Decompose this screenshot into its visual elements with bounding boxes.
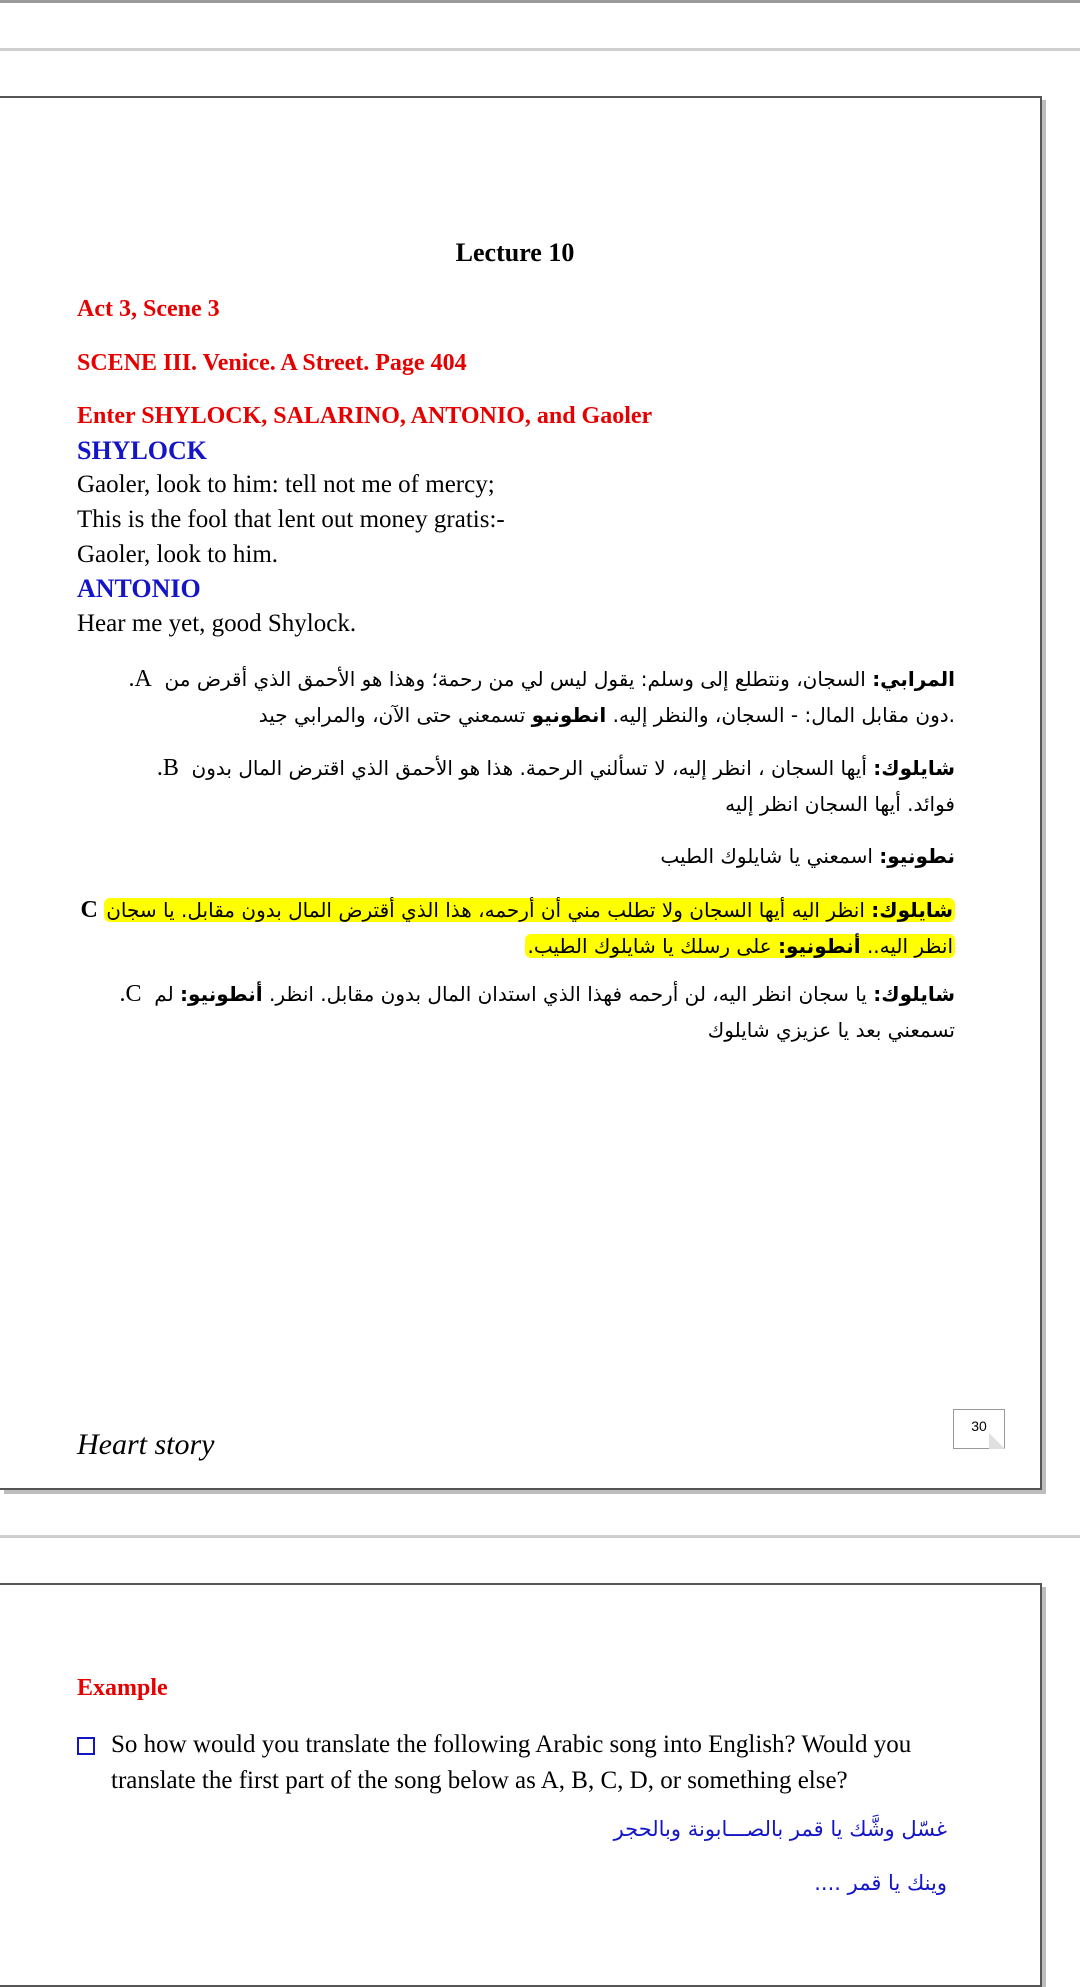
footer-text: Heart story	[77, 1428, 215, 1461]
page-number: 30	[953, 1409, 1005, 1449]
song-line-2: وينك يا قمر ....	[814, 1871, 947, 1895]
document-page-2	[0, 1583, 1042, 1987]
lecture-title: Lecture 10	[455, 238, 575, 267]
translation-c: شايلوك: يا سجان انظر اليه، لن أرحمه فهذا الذي استدان المال بدون مقابل. انظر. أنطونيو: لم C. تسمعني بعد يا عزيزي شايلوك	[119, 981, 955, 1042]
shylock-line-2: This is the fool that lent out money gratis:-	[77, 506, 505, 533]
scene-heading: SCENE III. Venice. A Street. Page 404	[77, 350, 467, 376]
antonio-line: Hear me yet, good Shylock.	[77, 610, 357, 637]
translation-a: المرابي: السجان، ونتطلع إلى وسلم: يقول ليس لي من رحمة؛ وهذا هو الأحمق الذي أقرض من A. .دون مقابل المال: - السجان، والنظر إليه. انطونيو تسمعني حتى الآن، والمرابي جيد	[128, 666, 955, 727]
page-edge-top	[0, 0, 1080, 3]
example-heading: Example	[77, 1675, 168, 1701]
document-page	[0, 96, 1042, 1490]
translation-c-highlighted: شايلوك: انظر اليه أيها السجان ولا تطلب مني أن أرحمه، هذا الذي أقترض المال بدون مقابل. يا سجان C انظر اليه.. أنطونيو: على رسلك يا شايلوك الطيب.	[80, 897, 953, 958]
shylock-line-3: Gaoler, look to him.	[77, 541, 279, 568]
act-scene: Act 3, Scene 3	[77, 296, 220, 322]
square-bullet-icon	[77, 1737, 95, 1755]
page-gap	[0, 48, 1080, 51]
translation-antonio: نطونيو: اسمعني يا شايلوك الطيب	[660, 844, 955, 868]
page-gap	[0, 1535, 1080, 1538]
shylock-line-1: Gaoler, look to him: tell not me of mercy;	[77, 471, 495, 498]
enter-line: Enter SHYLOCK, SALARINO, ANTONIO, and Gaoler	[77, 403, 653, 429]
bullet-item: So how would you translate the following Arabic song into English? Would you translate the first part of the song below as A, B, C, D, or something else?	[77, 1727, 923, 1799]
speaker-shylock: SHYLOCK	[77, 436, 208, 465]
page-fold-icon	[989, 1433, 1005, 1449]
translation-b: شايلوك: أيها السجان ، انظر إليه، لا تسألني الرحمة. هذا هو الأحمق الذي اقترض المال بدون B. فوائد. أيها السجان انظر إليه	[156, 755, 955, 816]
song-line-1: غسّل وشَّك يا قمر بالصـــابونة وبالحجر	[613, 1817, 947, 1841]
speaker-antonio: ANTONIO	[77, 574, 201, 603]
